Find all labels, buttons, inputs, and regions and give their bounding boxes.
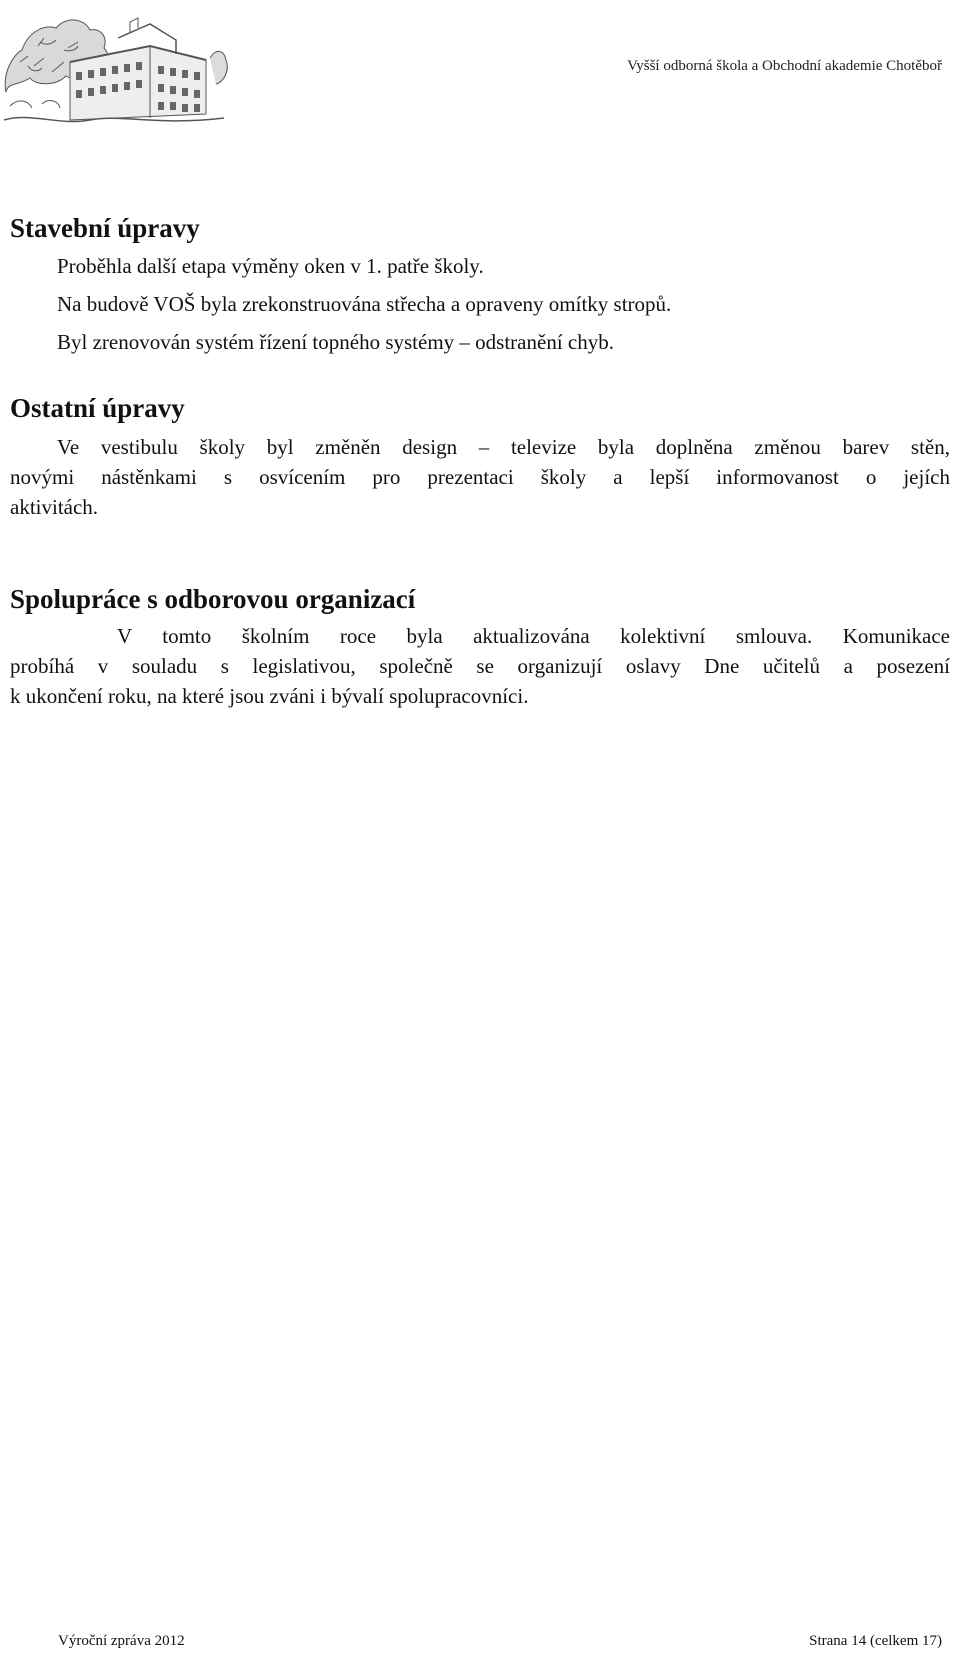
section-line: Byl zrenovován systém řízení topného systémy – odstranění chyb. bbox=[57, 330, 614, 354]
section-paragraph bbox=[10, 432, 950, 522]
section-stavebni-upravy bbox=[10, 211, 950, 361]
footer-page-number: Strana 14 (celkem 17) bbox=[809, 1633, 942, 1649]
school-building-sketch-icon bbox=[0, 2, 228, 130]
section-paragraph bbox=[10, 621, 950, 711]
section-heading: Ostatní úpravy bbox=[10, 393, 185, 423]
section-spoluprace bbox=[10, 582, 950, 711]
section-heading: Spolupráce s odborovou organizací bbox=[10, 584, 416, 614]
paragraph-line: V tomto školním roce byla aktualizována kolektivní smlouva. Komunikace bbox=[117, 624, 950, 648]
header-school-name: Vyšší odborná škola a Obchodní akademie Chotěboř bbox=[627, 58, 942, 74]
paragraph-line: k ukončení roku, na které jsou zváni i bývalí spolupracovníci. bbox=[10, 684, 529, 708]
footer-report-title: Výroční zpráva 2012 bbox=[58, 1633, 185, 1649]
paragraph-line: Ve vestibulu školy byl změněn design – televize byla doplněna změnou barev stěn, bbox=[57, 435, 950, 459]
section-line: Proběhla další etapa výměny oken v 1. patře školy. bbox=[57, 254, 484, 278]
paragraph-line: aktivitách. bbox=[10, 495, 99, 519]
paragraph-line: novými nástěnkami s osvícením pro prezentaci školy a lepší informovanost o jejích bbox=[10, 465, 950, 489]
paragraph-line: probíhá v souladu s legislativou, společně se organizují oslavy Dne učitelů a posezení bbox=[10, 654, 950, 678]
section-ostatni-upravy bbox=[10, 391, 950, 522]
section-heading: Stavební úpravy bbox=[10, 213, 200, 243]
section-line: Na budově VOŠ byla zrekonstruována střecha a opraveny omítky stropů. bbox=[57, 292, 672, 316]
